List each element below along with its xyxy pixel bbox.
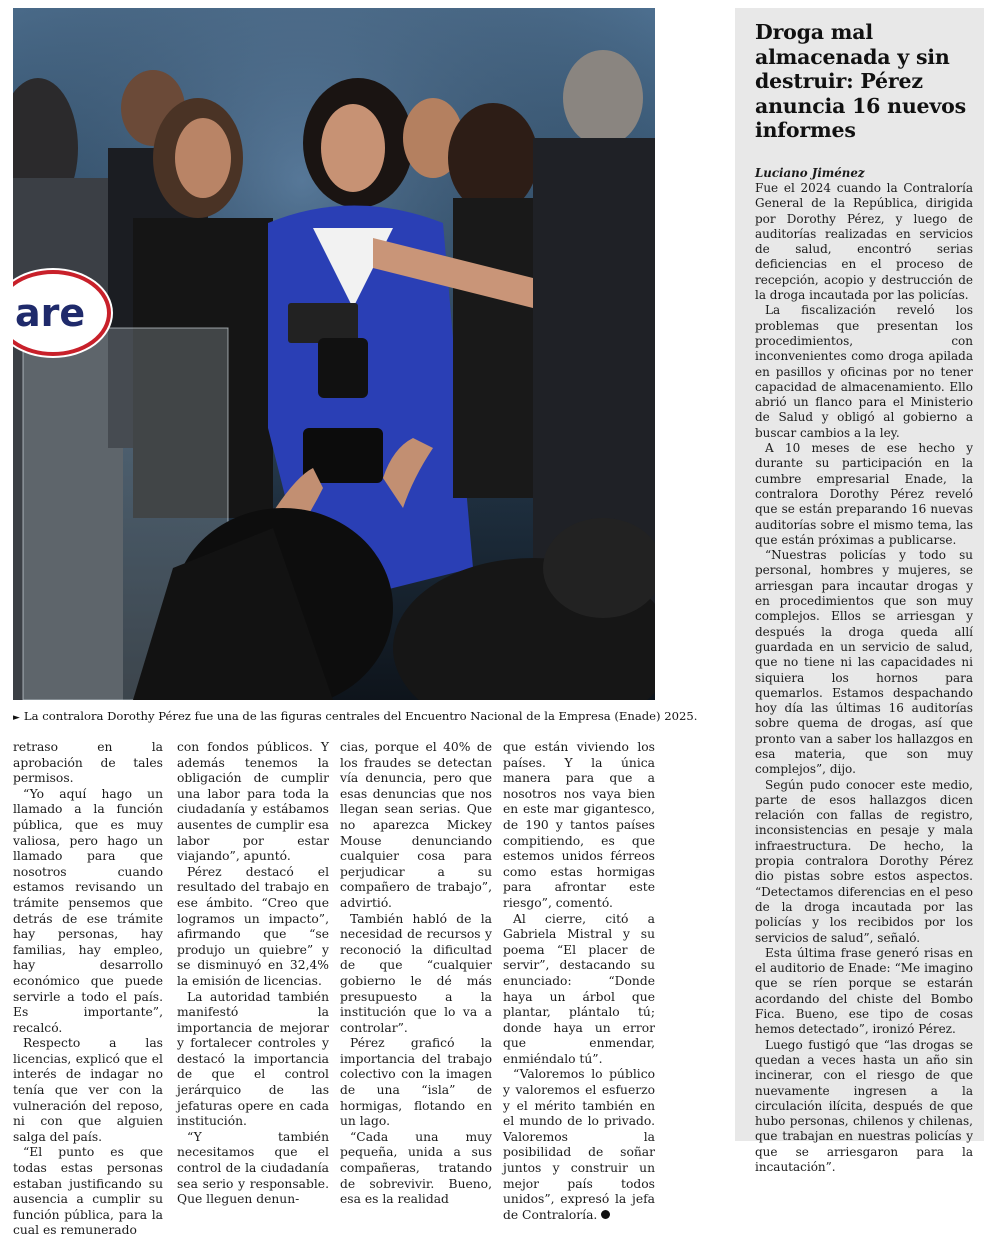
article-paragraph: “Cada una muy pequeña, unida a sus compañeras, tratando de sobrevivir. Bueno, esa es la realidad (340, 1129, 492, 1207)
sidebar-paragraph: La fiscalización reveló los problemas que presentan los procedimientos, con inconvenientes como droga apilada en pasillos y oficinas por no tener capacidad de almacenamiento. Ello abrió un flanco para el Ministerio de Salud y obligó al gobierno a buscar cambios a la ley. (755, 303, 973, 440)
sidebar-paragraph: A 10 meses de ese hecho y durante su participación en la cumbre empresarial Enade, la contralora Dorothy Pérez reveló que se están preparando 16 nuevas auditorías sobre el mismo tema, las que están próximas a publicarse. (755, 441, 973, 547)
event-photo-illustration (13, 8, 655, 700)
sidebar-headline: Droga mal almacenada y sin destruir: Pérez anuncia 16 nuevos informes (755, 20, 966, 142)
photo-caption-text: La contralora Dorothy Pérez fue una de las figuras centrales del Encuentro Nacional de la Empresa (Enade) 2025. (23, 709, 698, 723)
article-column-1 (13, 740, 163, 1239)
article-paragraph: Pérez destacó el resultado del trabajo en ese ámbito. “Creo que logramos un impacto”, afirmando que “se produjo un quiebre” y se disminuyó en 32,4% la emisión de licencias. (177, 864, 329, 988)
sidebar-paragraph: Fue el 2024 cuando la Contraloría General de la República, dirigida por Dorothy Pérez, y luego de auditorías realizadas en servicios de salud, encontró serias deficiencias en el proceso de recepción, acopio y destrucción de la droga incautada por las policías. (755, 181, 973, 303)
photo-caption (13, 709, 698, 726)
podium-logo: are (15, 291, 86, 335)
sidebar-byline: Luciano Jiménez (755, 166, 865, 180)
article-column-4 (503, 740, 655, 1223)
caption-marker-icon: ► (13, 713, 20, 723)
sidebar-paragraph: “Nuestras policías y todo su personal, hombres y mujeres, se arriesgan para incautar drogas y en procedimientos que son muy complejos. Ellos se arriesgan y después la droga queda allí guardada en un servicio de salud, que no tiene ni las capacidades ni siquiera los hornos para quemarlos. Estamos despachando hoy día las últimas 16 auditorías sobre quema de drogas, así que pronto van a saber los hallazgos en esa materia, que son muy complejos”, dijo. (755, 548, 973, 777)
article-paragraph: retraso en la aprobación de tales permisos. (13, 740, 163, 786)
article-closing-text: “Valoremos lo público y valoremos el esfuerzo y el mérito también en el mundo de lo privado. Valoremos la posibilidad de soñar juntos y construir un mejor país todos unidos”, expresó la jefa de Contraloría. (503, 1067, 655, 1222)
article-column-3 (340, 740, 492, 1208)
sidebar-paragraph: Según pudo conocer este medio, parte de esos hallazgos dicen relación con fallas de registro, inconsistencias en pesaje y mala infraestructura. De hecho, la propia contralora Dorothy Pérez dio pistas sobre estos aspectos. “Detectamos diferencias en el peso de la droga incautada por las policías y los recibidos por los servicios de salud”, señaló. (755, 777, 973, 945)
article-paragraph: “Yo aquí hago un llamado a la función pública, que es muy valiosa, pero hago un llamado para que nosotros cuando estamos revisando un trámite pensemos que detrás de ese trámite hay personas, hay familias, hay empleo, hay desarrollo económico que puede servirle a todo el país. Es importante”, recalcó. (13, 786, 163, 1035)
article-paragraph: También habló de la necesidad de recursos y reconoció la dificultad de que “cualquier gobierno le dé más presupuesto a la institución que lo va a controlar”. (340, 911, 492, 1035)
article-paragraph: con fondos públicos. Y además tenemos la obligación de cumplir una labor para toda la ciudadanía y estábamos ausentes de cumplir esa labor por estar viajando”, apuntó. (177, 740, 329, 864)
article-photo (13, 8, 655, 700)
article-paragraph: Al cierre, citó a Gabriela Mistral y su poema “El placer de servir”, destacando su enunciado: “Donde haya un árbol que plantar, plántalo tú; donde haya un error que enmendar, enmiéndalo tú”. (503, 911, 655, 1066)
end-of-article-icon (601, 1210, 610, 1219)
article-paragraph: Pérez graficó la importancia del trabajo colectivo con la imagen de una “isla” de hormigas, flotando en un lago. (340, 1036, 492, 1129)
article-paragraph: La autoridad también manifestó la importancia de mejorar y fortalecer controles y destacó la importancia de que el control jerárquico de las jefaturas opere en cada institución. (177, 989, 329, 1129)
article-paragraph: que están viviendo los países. Y la única manera para que a nosotros nos vaya bien en este mar gigantesco, de 190 y tantos países compitiendo, es que estemos unidos férreos como estas hormigas para afrontar este riesgo”, comentó. (503, 740, 655, 910)
sidebar-paragraph: Luego fustigó que “las drogas se quedan a veces hasta un año sin incinerar, con el riesgo de que nuevamente ingresen a la circulación ilícita, después de que hubo personas, chilenos y chilenas, que trabajan en nuestras policías y que se arriesgaron para la incautación”. (755, 1037, 973, 1174)
article-paragraph: cias, porque el 40% de los fraudes se detectan vía denuncia, pero que esas denuncias que nos llegan sean serias. Que no aparezca Mickey Mouse denunciando cualquier cosa para perjudicar a su compañero de trabajo”, advirtió. (340, 740, 492, 910)
sidebar-story (735, 8, 984, 1174)
article-paragraph: Respecto a las licencias, explicó que el interés de indagar no tenía que ver con la vulneración del reposo, ni con que alguien salga del país. (13, 1036, 163, 1144)
article-column-2 (177, 740, 329, 1208)
article-paragraph (503, 1067, 655, 1223)
sidebar-body (755, 181, 973, 1175)
sidebar-paragraph: Esta última frase generó risas en el auditorio de Enade: “Me imagino que se ríen porque se estarán acordando del chiste del Bombo Fica. Bueno, ese tipo de cosas hemos detectado”, ironizó Pérez. (755, 945, 973, 1037)
article-paragraph: “El punto es que todas estas personas estaban justificando su ausencia a cumplir su función pública, para la cual es remunerado (13, 1145, 163, 1238)
article-paragraph: “Y también necesitamos que el control de la ciudadanía sea serio y responsable. Que lleguen denun- (177, 1129, 329, 1207)
